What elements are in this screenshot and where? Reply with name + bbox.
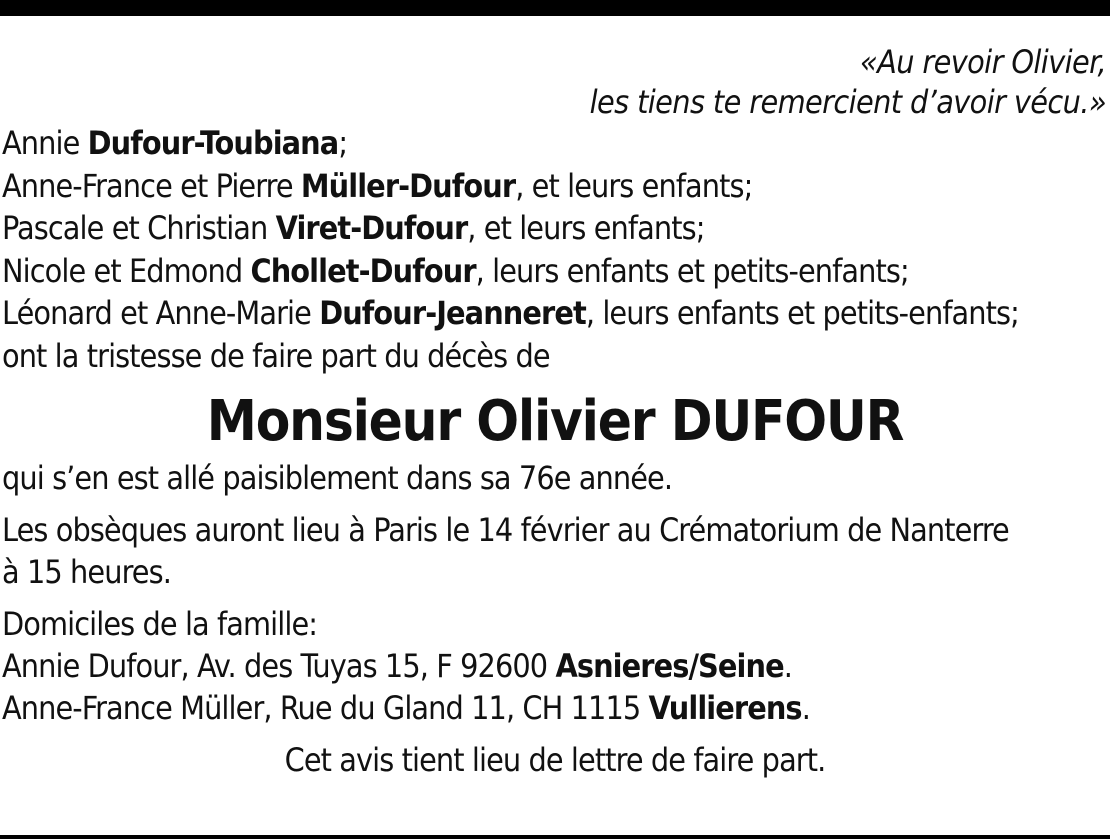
funeral-line-1: Les obsèques auront lieu à Paris le 14 février au Crématorium de Nanterre (2, 511, 1009, 549)
family-suffix: , leurs enfants et petits-enfants; (585, 294, 1019, 332)
address-suffix: . (801, 689, 810, 727)
address-street: Anne-France Müller, Rue du Gland 11, CH 1115 (2, 689, 649, 727)
domiciles-heading: Domiciles de la famille: (2, 605, 318, 643)
quote-line-1: «Au revoir Olivier, (859, 43, 1106, 81)
family-suffix: , et leurs enfants; (467, 209, 705, 247)
family-given-names: Annie (2, 124, 88, 162)
family-surname: Viret-Dufour (275, 209, 468, 247)
top-rule (0, 0, 1110, 16)
epigraph-quote (2, 42, 1106, 122)
death-notice (2, 42, 1108, 781)
quote-line-2: les tiens te remercient d’avoir vécu.» (589, 83, 1106, 121)
family-surname: Müller-Dufour (300, 166, 516, 205)
address-line (2, 647, 792, 685)
family-suffix: , leurs enfants et petits-enfants; (475, 251, 909, 290)
closing-note: Cet avis tient lieu de lettre de faire part. (284, 741, 826, 779)
family-list (2, 122, 1108, 377)
bottom-rule (0, 835, 1110, 839)
family-line (2, 292, 1108, 335)
family-surname: Chollet-Dufour (250, 251, 476, 290)
address-line (2, 689, 810, 727)
family-surname: Dufour-Toubiana (87, 124, 339, 162)
family-suffix: ; (338, 124, 348, 162)
family-given-names: Pascale et Christian (2, 209, 276, 247)
address-city: Vullierens (648, 689, 802, 727)
funeral-info (2, 509, 1108, 593)
family-line (2, 250, 1108, 293)
family-line (2, 165, 1108, 208)
funeral-line-2: à 15 heures. (2, 553, 171, 591)
family-suffix: , et leurs enfants; (515, 166, 753, 205)
family-line (2, 122, 1108, 165)
family-given-names: Anne-France et Pierre (2, 166, 301, 205)
family-given-names: Léonard et Anne-Marie (2, 294, 320, 332)
family-domiciles (2, 603, 1108, 729)
passing-text: qui s’en est allé paisiblement dans sa 76e année. (2, 459, 673, 497)
address-city: Asnieres/Seine (555, 647, 784, 685)
announcement-line: ont la tristesse de faire part du décès de (2, 336, 550, 375)
address-street: Annie Dufour, Av. des Tuyas 15, F 92600 (2, 647, 556, 685)
family-line (2, 207, 1108, 250)
address-suffix: . (783, 647, 792, 685)
family-given-names: Nicole et Edmond (2, 251, 251, 290)
family-surname: Dufour-Jeanneret (319, 294, 586, 332)
deceased-name: Monsieur Olivier DUFOUR (206, 389, 904, 454)
